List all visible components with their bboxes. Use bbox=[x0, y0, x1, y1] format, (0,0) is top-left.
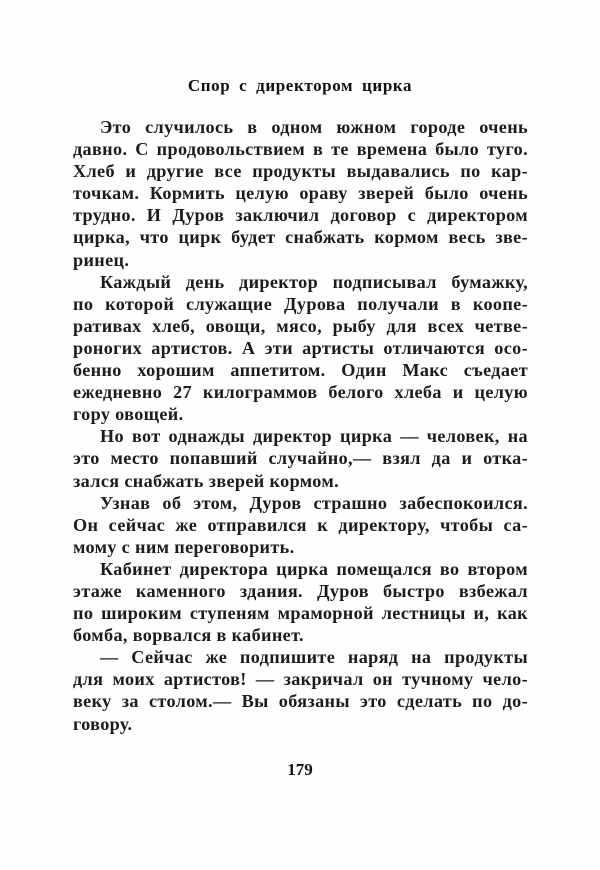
text-line: роногих артистов. А эти артисты отличаются осо- bbox=[73, 337, 528, 358]
paragraph bbox=[73, 425, 528, 491]
paragraph bbox=[73, 558, 528, 646]
text-line: Он сейчас же отправился к директору, чтобы са- bbox=[73, 514, 528, 535]
text-line: Хлеб и другие все продукты выдавались по кар- bbox=[73, 161, 528, 182]
paragraph bbox=[73, 492, 528, 558]
text-line: мому с ним переговорить. bbox=[73, 536, 295, 557]
text-line: бомба, ворвался в кабинет. bbox=[73, 625, 304, 646]
text-line: точкам. Кормить целую ораву зверей было очень bbox=[73, 183, 528, 204]
chapter-title: Спор с директором цирка bbox=[187, 76, 413, 95]
text-line: ринец. bbox=[73, 249, 130, 270]
page-number: 179 bbox=[287, 760, 313, 779]
text-line: — Сейчас же подпишите наряд на продукты bbox=[100, 647, 528, 668]
text-line: Кабинет директора цирка помещался во втором bbox=[100, 558, 528, 579]
text-line: Это случилось в одном южном городе очень bbox=[100, 117, 528, 137]
text-line: веку за столом.— Вы обязаны это сделать по до- bbox=[73, 691, 528, 712]
text-line: ежедневно 27 килограммов белого хлеба и целую bbox=[73, 382, 528, 403]
text-line: бенно хорошим аппетитом. Один Макс съедает bbox=[73, 360, 528, 381]
paragraph bbox=[73, 646, 528, 734]
text-line: ративах хлеб, овощи, мясо, рыбу для всех четве- bbox=[73, 315, 528, 336]
text-line: по которой служащие Дурова получали в коопе- bbox=[73, 293, 528, 314]
text-line: Каждый день директор подписывал бумажку, bbox=[100, 271, 528, 292]
text-line: этаже каменного здания. Дуров быстро взбежал bbox=[73, 580, 528, 601]
text-line: говору. bbox=[73, 713, 133, 734]
text-line: трудно. И Дуров заключил договор с директором bbox=[73, 205, 528, 226]
body-text bbox=[73, 116, 528, 735]
text-line: зался снабжать зверей кормом. bbox=[73, 470, 339, 491]
text-line: по широким ступеням мраморной лестницы и, как bbox=[73, 603, 528, 624]
text-line: это место попавший случайно,— взял да и отка- bbox=[73, 448, 528, 469]
text-line: гору овощей. bbox=[73, 404, 184, 425]
text-line: давно. С продовольствием в те времена было туго. bbox=[73, 139, 528, 160]
text-line: Узнав об этом, Дуров страшно забеспокоился. bbox=[100, 492, 528, 513]
paragraph bbox=[73, 116, 528, 271]
text-line: для моих артистов! — закричал он тучному чело- bbox=[73, 669, 528, 690]
text-line: Но вот однажды директор цирка — человек, на bbox=[100, 426, 528, 447]
paragraph bbox=[73, 271, 528, 426]
text-line: цирка, что цирк будет снабжать кормом весь зве- bbox=[73, 227, 528, 248]
